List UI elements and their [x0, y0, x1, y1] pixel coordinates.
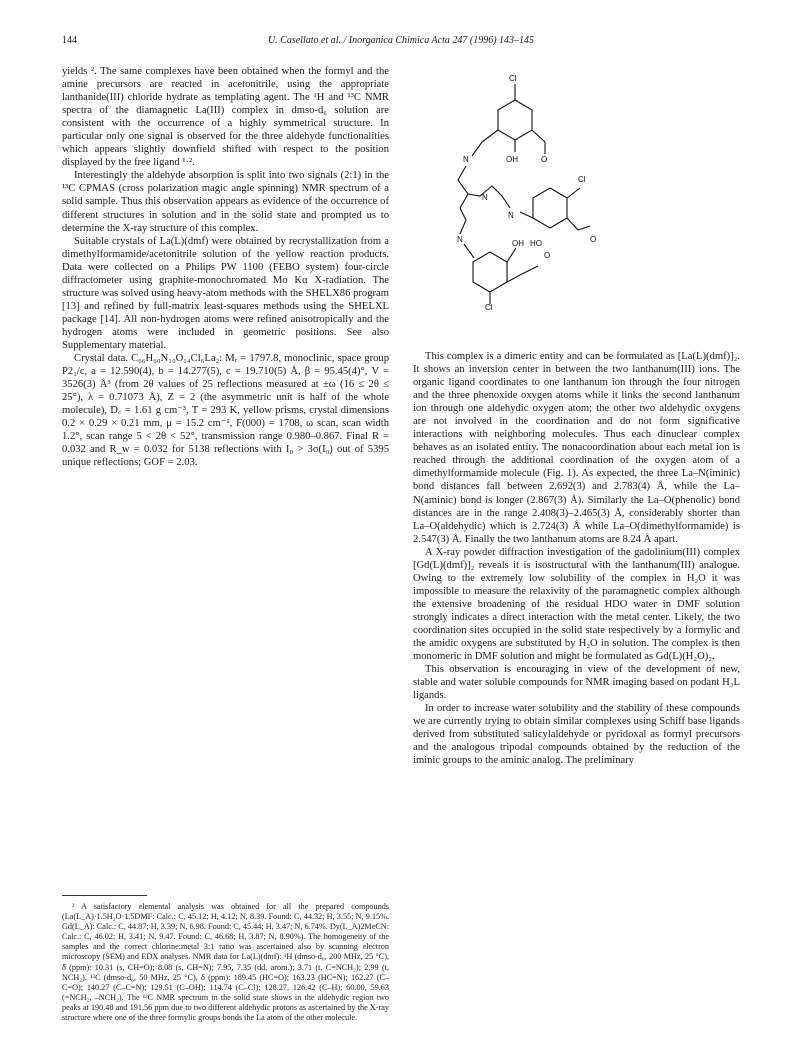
amine-arm: [468, 186, 510, 208]
bond: [578, 226, 590, 230]
bond: [507, 248, 516, 262]
bond: [482, 130, 498, 142]
paragraph: yields ². The same complexes have been obtained when the formyl and the amine precursors are reacted in acetonitrile, using the appropriate lanthanide(III) chloride hydrate as templating agent. The ¹H and ¹³C NMR spectra of the diamagnetic La(III) complex in dmso-d₆ solution are consistent with the occurrence of a highly symmetrical structure. In particular only one signal is observed for the three aldehyde functionalities which appears slightly downfield shifted with respect to the position displayed by the free ligand ¹·².: [62, 66, 389, 169]
bond: [472, 142, 482, 156]
chemical-structure: [420, 70, 620, 310]
atom-label-oh-lower: OH: [512, 239, 524, 248]
paragraph: Interestingly the aldehyde absorption is split into two signals (2:1) in the ¹³C CPMAS (cross polarization magic angle spinning) NMR spectrum of a solid sample. Thus this observation appears as evidence of the occurrence of different structures in solution and in the solid state and prompted us to determine the X-ray structure of this complex.: [62, 170, 389, 234]
atom-label-o-right: O: [590, 235, 597, 244]
right-column: [413, 350, 740, 768]
page-header: [62, 35, 740, 49]
footnote: [62, 895, 389, 1023]
atom-label-o-lower: O: [544, 251, 551, 260]
bond: [532, 130, 545, 142]
bond: [507, 274, 522, 282]
atom-label-n-lower: N: [457, 235, 463, 244]
atom-label-cl-right: Cl: [578, 175, 586, 184]
atom-label-n: N: [463, 155, 469, 164]
running-title: U. Casellato et al. / Inorganica Chimica Acta 247 (1996) 143–145: [267, 35, 535, 46]
amine-chain: [458, 166, 468, 234]
right-ring: [533, 188, 567, 228]
atom-label-cl-bottom: Cl: [485, 303, 493, 310]
bond: [567, 188, 580, 198]
bond: [464, 244, 474, 258]
atom-label-oh: OH: [506, 155, 518, 164]
footnote-rule: [62, 895, 147, 896]
left-column: [62, 65, 389, 469]
atom-label-n-center: N: [482, 193, 488, 202]
footnote-text: ² A satisfactory elemental analysis was obtained for all the prepared compounds (La(L_A)·1.5H₂O·1.5DMF: Calc.: C, 45.12; H, 4.12; N, 8.39. Found: C, 44.32; H, 3.55; N, 9.15%. Gd(L_A): Calc.: C, 44.87; H, 3.39; N, 6.98. Found: C, 45.44; H, 3.47; N, 6.74%. Dy(L_A)2MeCN: Calc.: C, 46.02; H, 3.41; N, 9.47. Found: C, 46.68; H, 3.87; N, 8.90%). The homogeneity of the samples and the correct chlorine:metal 3:1 ratio was ascertained also by scanning electron microscopy (SEM) and EDX analyses. NMR data for La(L)(dmf): ¹H (dmso-d₆, 200 MHz, 25 °C), δ (ppm): 10.31 (s, CH=O); 8.08 (s, CH=N); 7.95, 7.35 (dd, arom.); 3.71 (t, C=NCH₂); 2.99 (t, NCH₂). ¹³C (dmso-d₆, 50 MHz, 25 °C), δ (ppm): 189.45 (HC=O); 163.23 (HC=N); 162.27 (C–C=O); 140.27 (C–C=N); 129.51 (C–OH); 114.74 (C–Cl); 128.27, 126.42 (C–H); 60.00, 59.63 (=NCH₂, –NCH₂). The ¹³C NMR spectrum in the solid state shows in the aldehydic region two peaks at 190.48 and 191.56 ppm due to two different aldehydic protons as ascertained by the X-ray structure where one of the three formylic groups bonds the La atom of the other molecule.: [62, 902, 389, 1023]
atom-label-o: O: [541, 155, 548, 164]
crystal-data-paragraph: Crystal data. C₆₆H₆₀N₁₀O₁₄Cl₆La₂: Mᵣ = 1797.8, monoclinic, space group P2₁/c, a = 12.590(4), b = 14.277(5), c = 19.710(5) Å, β = 95.45(4)°, V = 3526(3) Å³ (from 2θ values of 25 reflections measured at ±ω (16 ≤ 2θ ≤ 25°), λ = 0.71073 Å), Z = 2 (the asymmetric unit is half of the whole molecule), D꜀ = 1.61 g cm⁻³, T = 293 K, yellow prisms, crystal dimensions 0.2 × 0.29 × 0.21 mm, μ = 15.2 cm⁻¹, F(000) = 1708, ω scan, scan width 1.2°, scan range 5 < 2θ < 52°, transmission range 0.980–0.867. Final R = 0.032 and R_w = 0.032 for 5138 reflections with I₀ > 3σ(I₀) out of 5395 unique reflections; GOF = 2.03.: [62, 353, 389, 469]
top-ring: [498, 100, 532, 140]
page-number: 144: [62, 35, 77, 46]
bond: [522, 266, 538, 274]
bond: [520, 212, 533, 218]
paragraph: A X-ray powder diffraction investigation of the gadolinium(III) complex [Gd(L)(dmf)]₂ reveals it is isostructural with the lanthanum(III) analogue. Owing to the extremely low solubility of the complex in H₂O it was impossible to measure the relaxivity of the paramagnetic complex although the extensive broadening of the residual HDO water in DMF solution strongly indicates a direct interaction with the metal center. Likely, the two coordination sites occupied in the solid state respectively by a formylic and the amidic oxygens are substituted by H₂O in solution. The complex is then monomeric in DMF solution and might be formulated as Gd(L)(H₂O)₂.: [413, 546, 740, 663]
atom-label-ho: HO: [530, 239, 542, 248]
paragraph: This observation is encouraging in view of the development of new, stable and water soluble compounds for NMR imaging based on podant H₃L ligands.: [413, 664, 740, 702]
paragraph: Suitable crystals of La(L)(dmf) were obtained by recrystallization from a dimethylformamide/acetonitrile solution of the yellow reaction products. Data were collected on a Philips PW 1100 (FEBO system) four-circle diffractometer using graphite-monochromated Mo Kα X-radiation. The structure was solved using heavy-atom methods with the SHELX86 program [13] and refined by full-matrix least-squares methods using the SHELXL package [14]. All non-hydrogen atoms were refined anisotropically and the hydrogen atoms were included in geometric positions. See also Supplementary material.: [62, 235, 389, 351]
paragraph: This complex is a dimeric entity and can be formulated as [La(L)(dmf)]₂. It shows an inversion center in between the two lanthanum(III) ions. The organic ligand coordinates to one lanthanum ion through the four nitrogen and the three phenoxide oxygen atoms while it links the second lanthanum ion through one aldehydic oxygen atom; the other two aldehydic oxygens are not involved in the coordination and do not form significative interactions with neighboring molecules. Thus each dinuclear complex behaves as an isolated entity. The nonacoordination about each metal ion is reached through the additional coordination of the oxygen atom of a dimethylformamide molecule (Fig. 1). As expected, the three La–N(iminic) bond distances fall between 2.692(3) and 2.783(4) Å, while the La–N(aminic) bond is longer (2.867(3) Å). Similarly the La–O(phenolic) bond distances are in the range 2.408(3)–2.465(3) Å, considerably shorter than La–O(aldehydic) which is 2.724(3) Å while La–O(dimethylformamide) is 2.547(3) Å. Finally the two lanthanum atoms are 8.24 Å apart.: [413, 351, 740, 545]
atom-label-cl-top: Cl: [509, 74, 517, 83]
atom-label-n-right: N: [508, 211, 514, 220]
bond: [567, 218, 578, 230]
bottom-ring: [473, 252, 507, 292]
paragraph: In order to increase water solubility and the stability of these compounds we are currently trying to obtain similar complexes using Schiff base ligands derived from substituted salicylaldehyde or pyridoxal as formyl precursors and the analogous tripodal compounds obtained by the reduction of the iminic groups to the aminic analog. The preliminary: [413, 703, 740, 767]
